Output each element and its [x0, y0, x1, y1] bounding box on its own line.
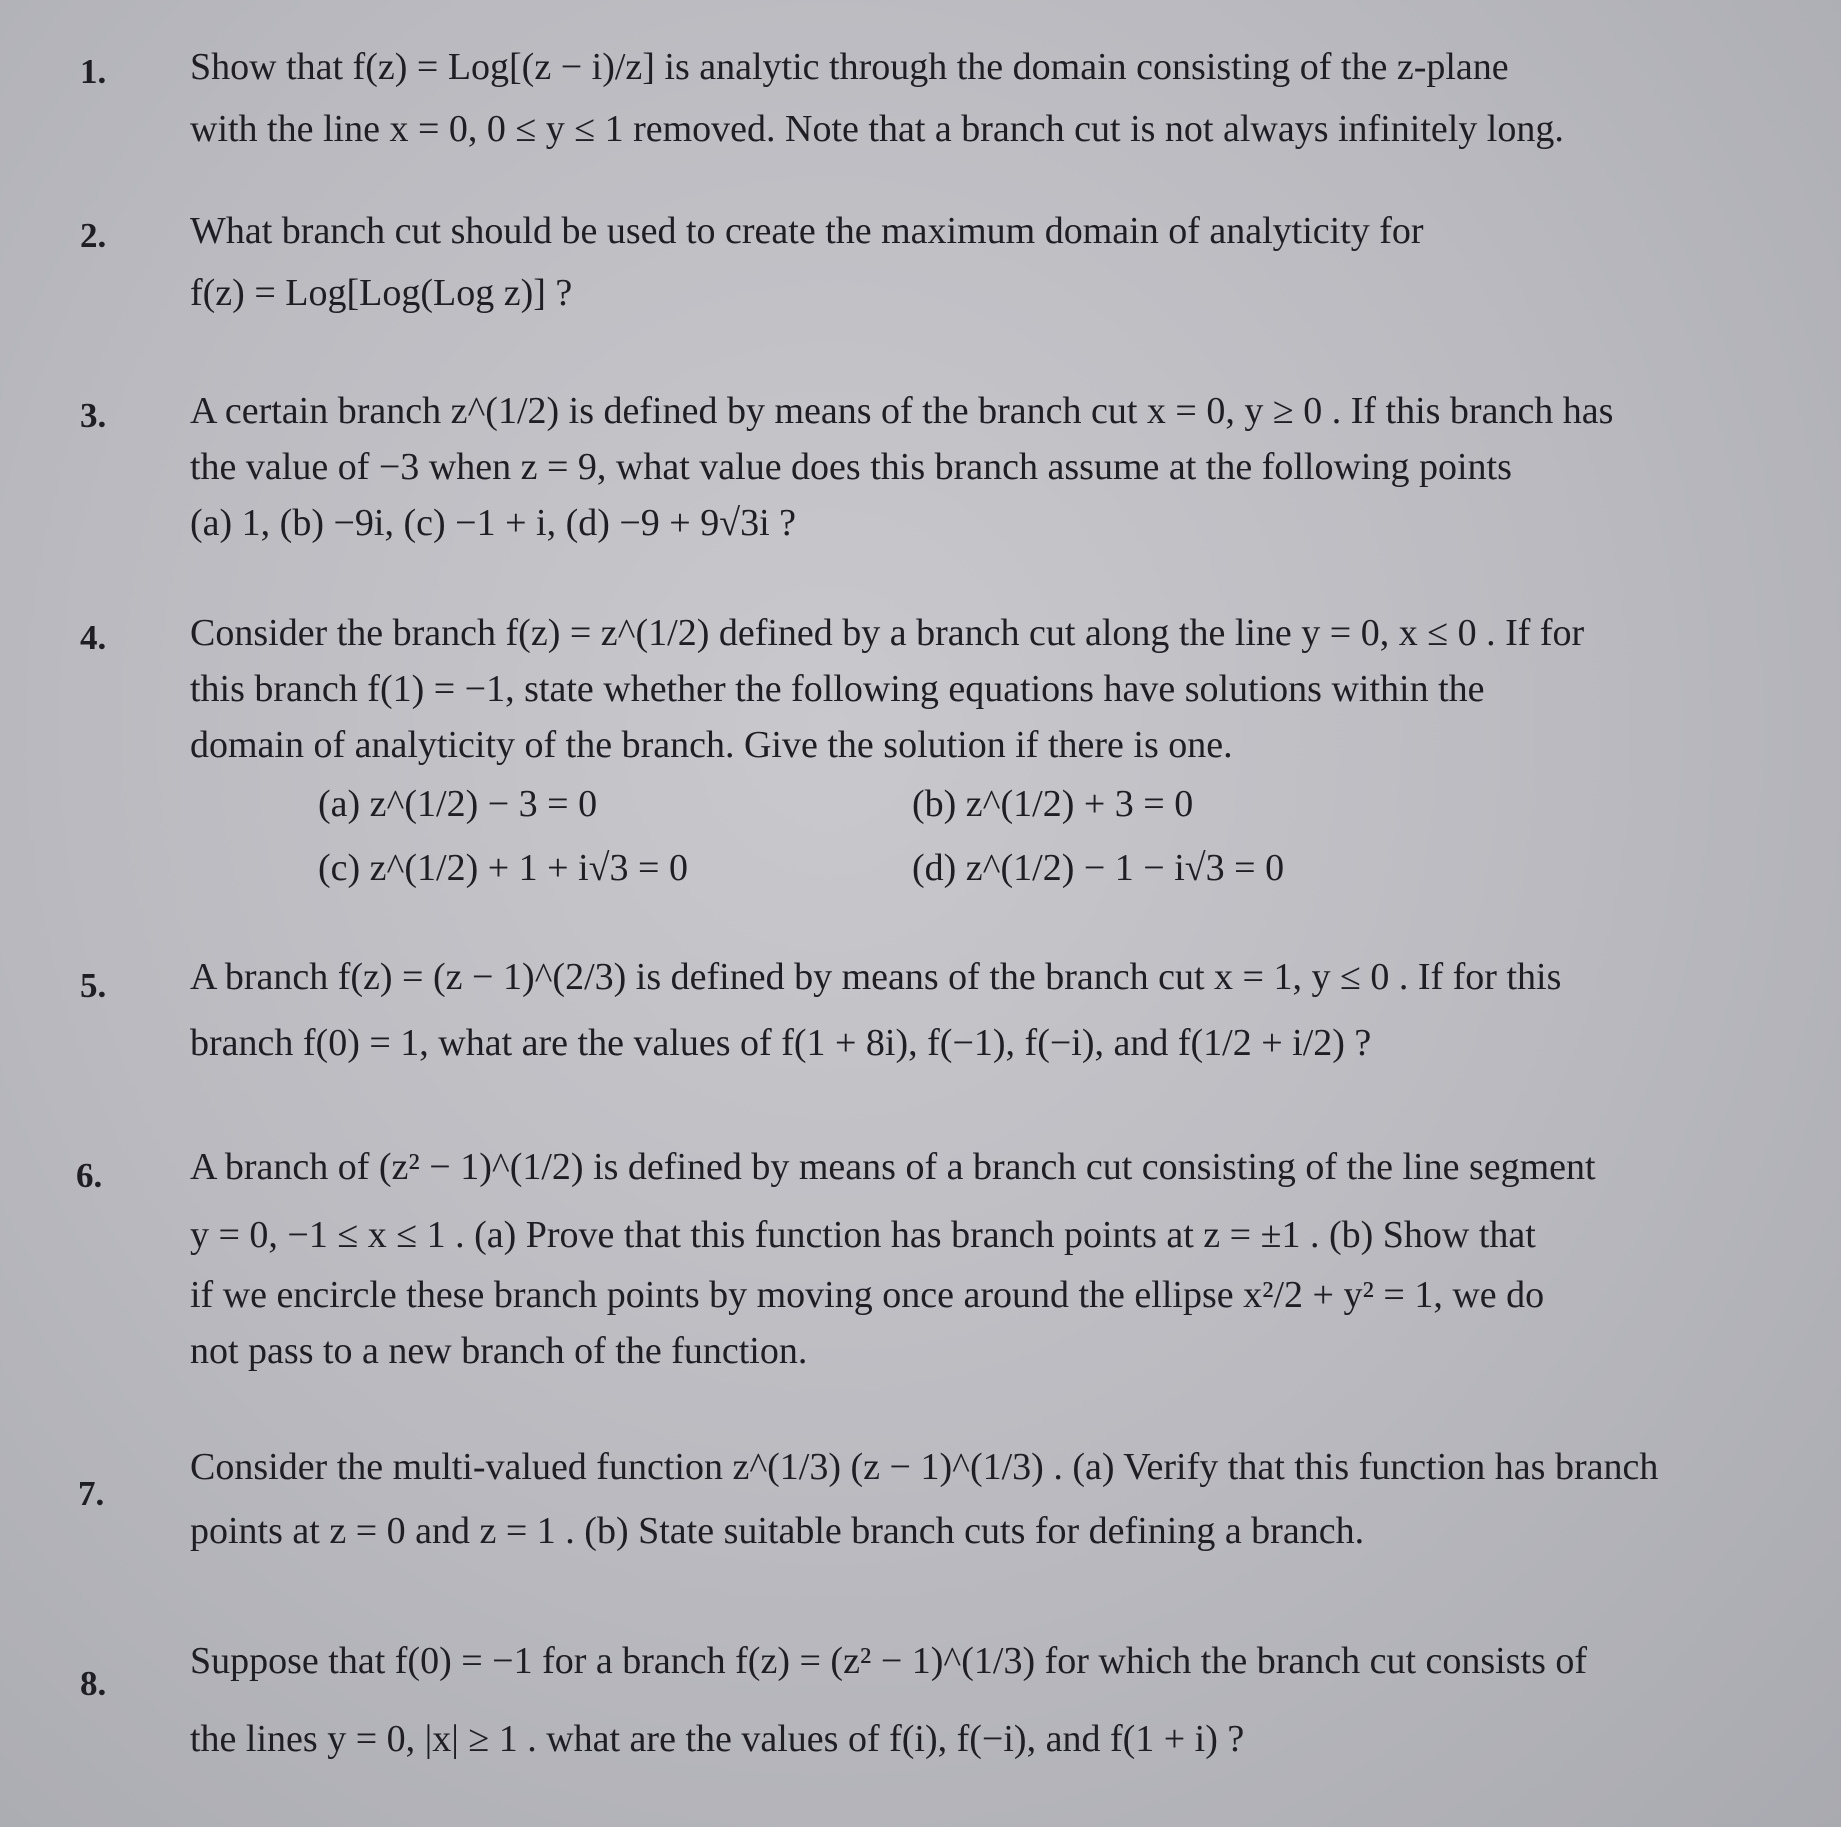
option-b: (b) z^(1/2) + 3 = 0 [912, 783, 1194, 825]
problem-line: domain of analyticity of the branch. Give the solution if there is one. [190, 724, 1233, 766]
problem-line: if we encircle these branch points by moving once around the ellipse x²/2 + y² = 1, we do [190, 1274, 1545, 1316]
option-c: (c) z^(1/2) + 1 + i√3 = 0 [318, 847, 688, 889]
problem-line: f(z) = Log[Log(Log z)] ? [190, 272, 573, 314]
problem-number: 8. [80, 1664, 107, 1703]
problem-line: the lines y = 0, |x| ≥ 1 . what are the values of f(i), f(−i), and f(1 + i) ? [190, 1718, 1245, 1760]
problem-number: 2. [80, 216, 107, 255]
problem-line: A branch f(z) = (z − 1)^(2/3) is defined by means of the branch cut x = 1, y ≤ 0 . If for this [190, 956, 1562, 998]
problem-line: y = 0, −1 ≤ x ≤ 1 . (a) Prove that this function has branch points at z = ±1 . (b) Show that [190, 1214, 1536, 1256]
problem-line: points at z = 0 and z = 1 . (b) State suitable branch cuts for defining a branch. [190, 1510, 1365, 1552]
option-a: (a) z^(1/2) − 3 = 0 [318, 783, 598, 825]
problem-line: Show that f(z) = Log[(z − i)/z] is analytic through the domain consisting of the z-plane [190, 46, 1509, 88]
option-d: (d) z^(1/2) − 1 − i√3 = 0 [912, 847, 1285, 889]
problem-line: this branch f(1) = −1, state whether the following equations have solutions within the [190, 668, 1485, 710]
problem-line: What branch cut should be used to create the maximum domain of analyticity for [190, 210, 1424, 252]
problem-number: 1. [80, 52, 107, 91]
problem-number: 7. [78, 1474, 105, 1513]
problem-line: (a) 1, (b) −9i, (c) −1 + i, (d) −9 + 9√3i ? [190, 502, 797, 544]
problem-line: Suppose that f(0) = −1 for a branch f(z) = (z² − 1)^(1/3) for which the branch cut consists of [190, 1640, 1588, 1682]
problem-line: A certain branch z^(1/2) is defined by means of the branch cut x = 0, y ≥ 0 . If this branch has [190, 390, 1614, 432]
problem-number: 5. [80, 966, 107, 1005]
problem-number: 6. [76, 1156, 103, 1195]
problem-line: branch f(0) = 1, what are the values of f(1 + 8i), f(−1), f(−i), and f(1/2 + i/2) ? [190, 1022, 1372, 1064]
problem-line: Consider the multi-valued function z^(1/3) (z − 1)^(1/3) . (a) Verify that this function has branch [190, 1446, 1659, 1488]
problem-line: with the line x = 0, 0 ≤ y ≤ 1 removed. Note that a branch cut is not always infinitely long. [190, 108, 1564, 150]
problem-line: Consider the branch f(z) = z^(1/2) defined by a branch cut along the line y = 0, x ≤ 0 . If for [190, 612, 1585, 654]
problem-line: not pass to a new branch of the function. [190, 1330, 808, 1372]
problem-line: A branch of (z² − 1)^(1/2) is defined by means of a branch cut consisting of the line segment [190, 1146, 1596, 1188]
problem-line: the value of −3 when z = 9, what value does this branch assume at the following points [190, 446, 1512, 488]
problem-number: 4. [80, 618, 107, 657]
problem-number: 3. [80, 396, 107, 435]
